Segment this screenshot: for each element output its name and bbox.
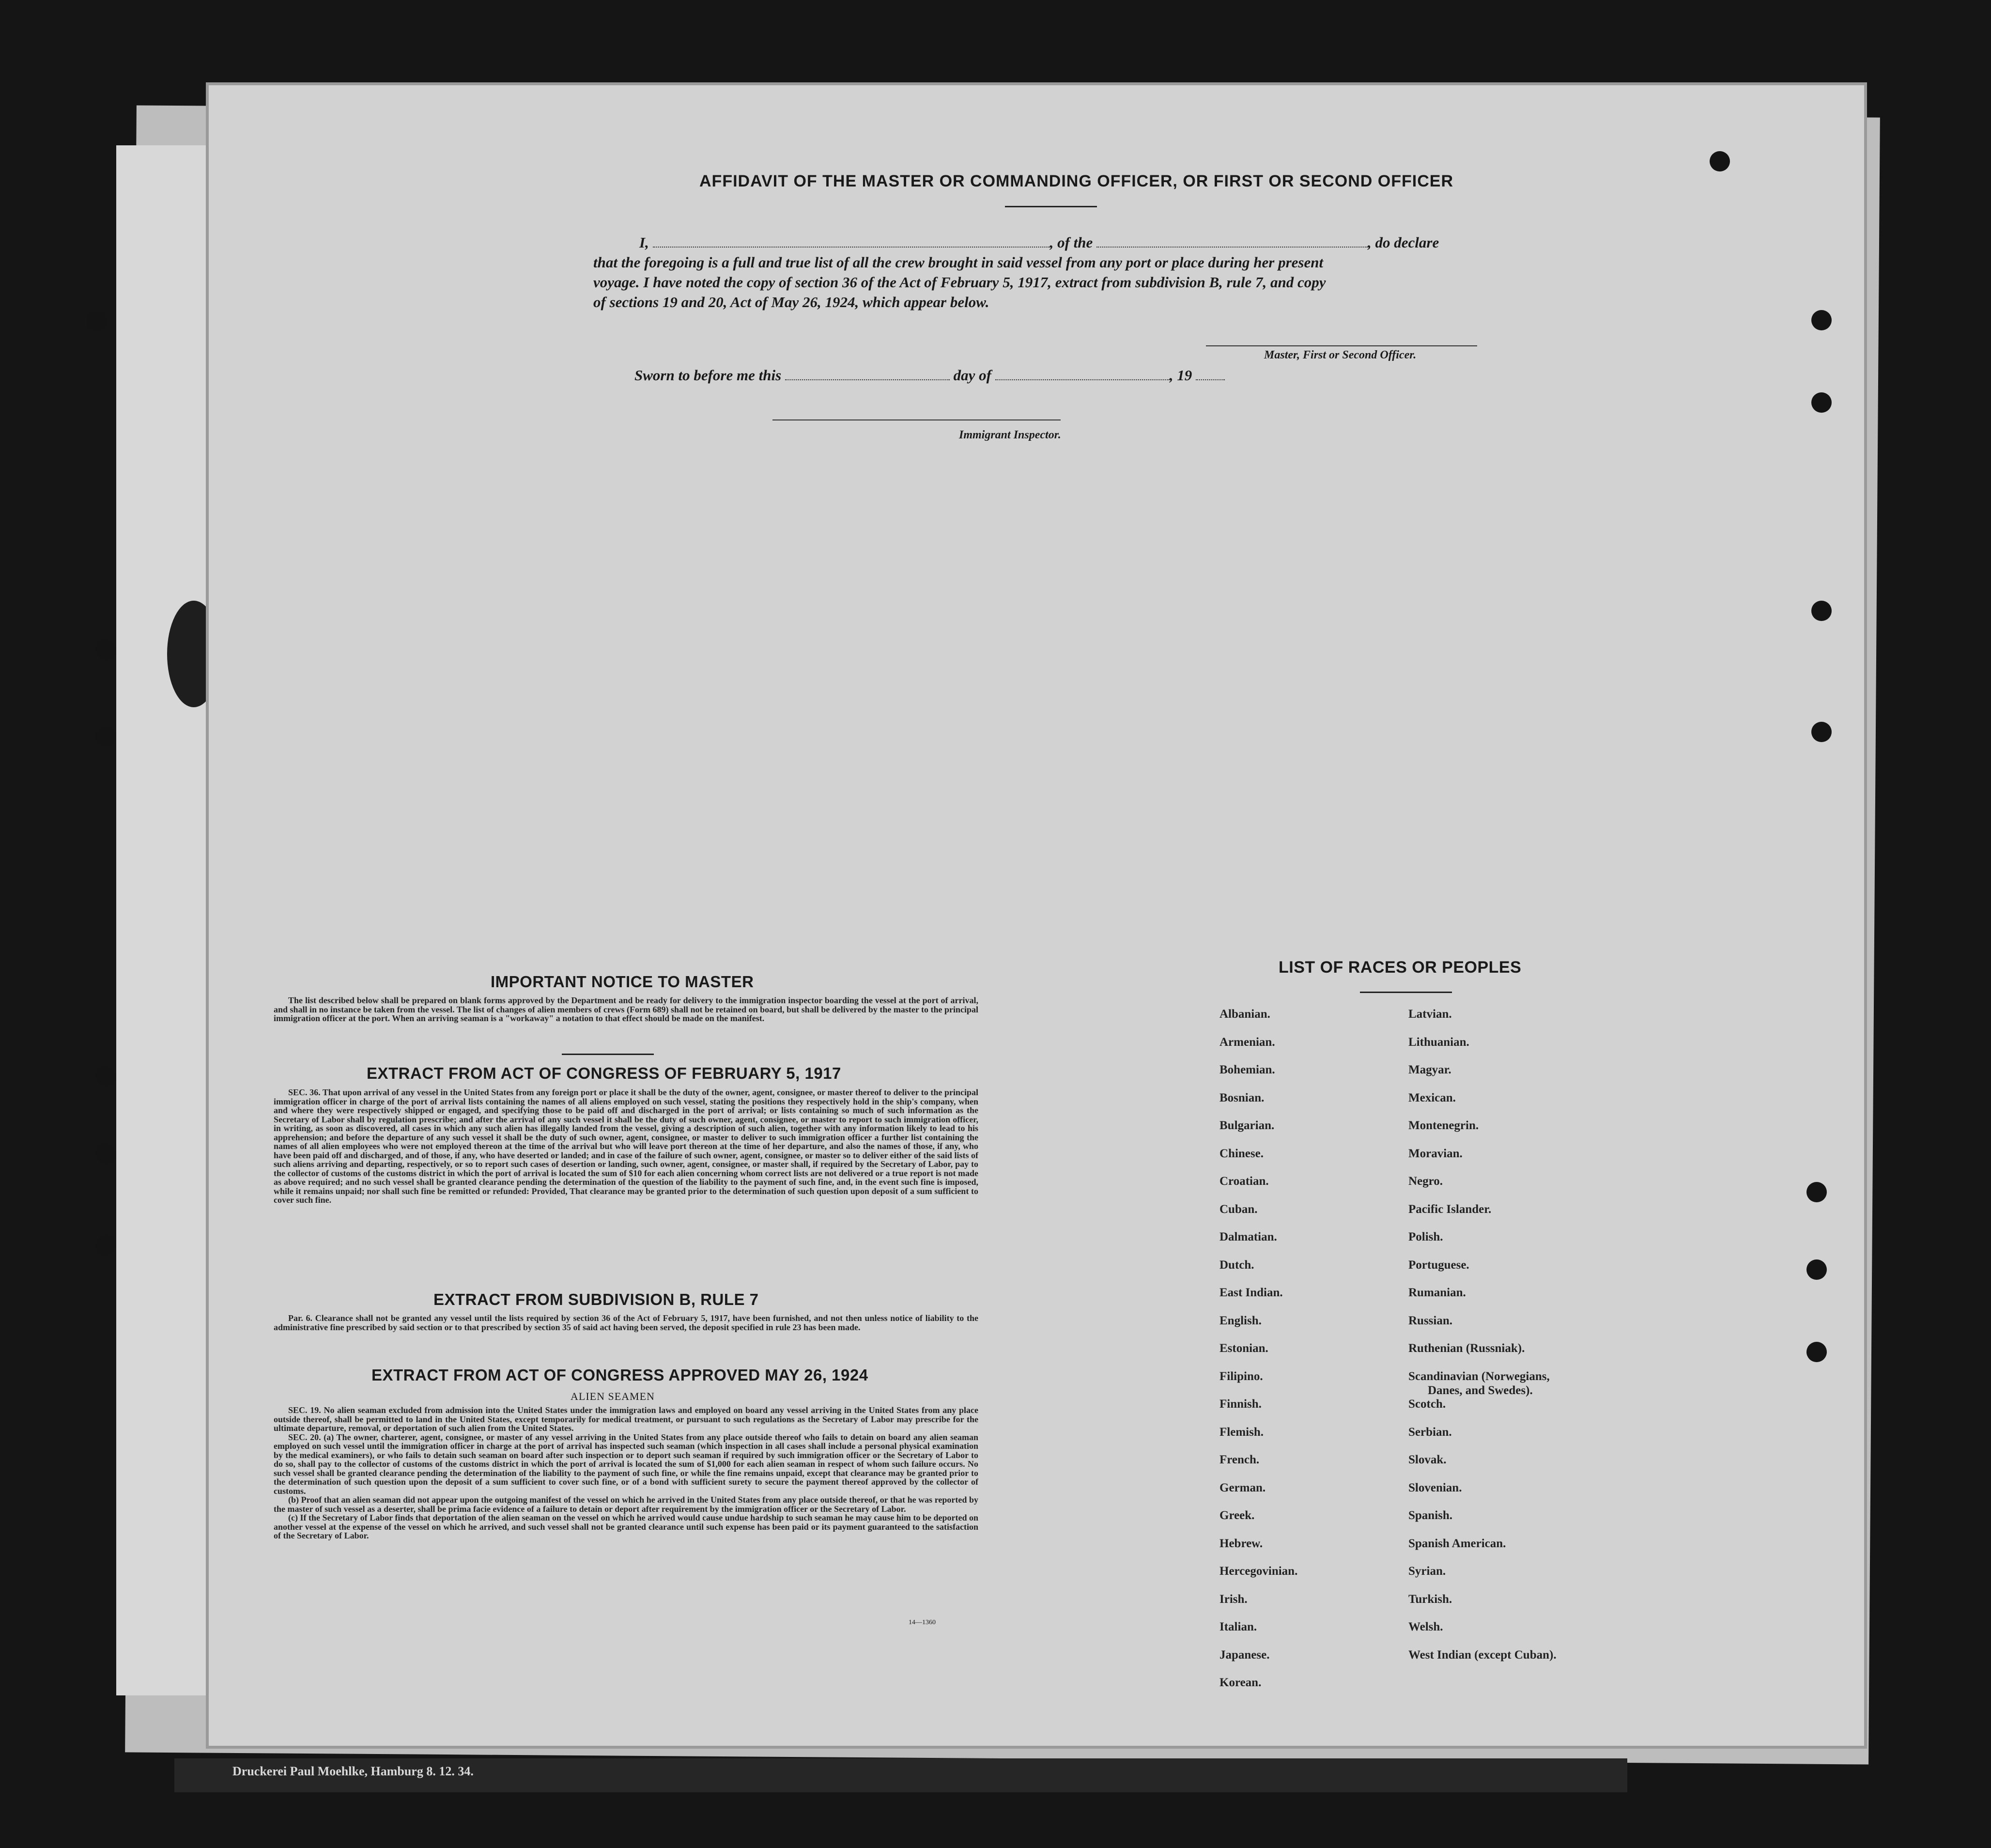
race-item: Moravian.: [1408, 1147, 1463, 1160]
race-item: Lithuanian.: [1408, 1035, 1469, 1049]
race-item: Scotch.: [1408, 1398, 1446, 1411]
race-item: Bulgarian.: [1219, 1119, 1275, 1132]
punch-hole: [96, 639, 116, 660]
race-item: Rumanian.: [1408, 1286, 1466, 1299]
race-item: Scandinavian (Norwegians,: [1408, 1369, 1550, 1383]
race-item: Russian.: [1408, 1314, 1453, 1327]
alien-seamen-heading: ALIEN SEAMEN: [571, 1390, 655, 1402]
sec20a-paragraph: SEC. 20. (a) The owner, charterer, agent, consignee, or master of any vessel arriving in the United States from any place outside thereof who fails to detain on board any alien seaman employed on such vessel until the immigration officer in charge at the port of arrival has inspected such seaman (which inspection in all cases shall include a personal physical examination by the medical examiners), or who fails to detain such seaman on board after such inspection or to deport such seaman if required by such immigration officer or the Secretary of Labor to do so, shall pay to the collector of customs of the customs district in which the port of arrival is located the sum of $1,000 for each alien seaman in respect of whom such failure occurs. No such vessel shall be granted clearance pending the determination of the liability to the payment of such fine, or while the fine remains unpaid, except that clearance may be granted prior to the determination of such question upon the deposit of a sum sufficient to cover such fine, or of a bond with sufficient surety to secure the payment thereof approved by the collector of customs.: [274, 1432, 978, 1496]
race-item: Negro.: [1408, 1175, 1443, 1188]
race-item: Japanese.: [1219, 1648, 1270, 1662]
sworn-day-of: day of: [953, 367, 991, 384]
sec20c-paragraph: (c) If the Secretary of Labor finds that deportation of the alien seaman on the vessel on which he arrived would cause undue hardship to such seaman he may cause him to be deported on another vessel at the expense of the vessel on which he arrived, and such vessel shall not be granted clearance until such expense has been paid or its payment guaranteed to the satisfaction of the Secretary of Labor.: [274, 1513, 978, 1540]
punch-hole: [1811, 601, 1832, 621]
punch-hole: [1806, 1342, 1827, 1362]
affidavit-line4: of sections 19 and 20, Act of May 26, 1924, which appear below.: [593, 294, 989, 311]
extract-1917-text: [274, 1088, 978, 1205]
punch-hole: [1806, 1182, 1827, 1202]
sec20b-paragraph: (b) Proof that an alien seaman did not appear upon the outgoing manifest of the vessel on which he arrived in the United States from any place outside thereof, or that he was reported by the master of such vessel as a deserter, shall be prima facie evidence of a failure to detain or deport after requirement by the immigration officer or the Secretary of Labor.: [274, 1495, 978, 1514]
race-item: Mexican.: [1408, 1091, 1456, 1104]
rule7-text: [274, 1314, 978, 1332]
affidavit-title: AFFIDAVIT OF THE MASTER OR COMMANDING OFFICER, OR FIRST OR SECOND OFFICER: [699, 172, 1453, 190]
vessel-blank[interactable]: [1096, 238, 1368, 248]
races-title: LIST OF RACES OR PEOPLES: [1279, 958, 1522, 977]
race-item: Spanish American.: [1408, 1537, 1506, 1550]
affidavit-do-declare: , do declare: [1368, 234, 1439, 251]
notice-text: [274, 996, 978, 1023]
race-item: Finnish.: [1219, 1398, 1262, 1411]
sworn-day-blank[interactable]: [785, 371, 950, 380]
race-item: Bosnian.: [1219, 1091, 1265, 1104]
name-blank[interactable]: [653, 238, 1050, 248]
sworn-year: , 19: [1169, 367, 1192, 384]
master-signature-line[interactable]: [1206, 345, 1477, 346]
race-item: Greek.: [1219, 1509, 1255, 1522]
punch-hole: [1811, 722, 1832, 742]
punch-hole: [86, 311, 107, 331]
race-item: West Indian (except Cuban).: [1408, 1648, 1557, 1662]
race-item: Dutch.: [1219, 1258, 1254, 1272]
section-divider: [562, 1054, 654, 1055]
rule7-title: EXTRACT FROM SUBDIVISION B, RULE 7: [433, 1290, 759, 1308]
sworn-year-blank[interactable]: [1196, 371, 1225, 380]
sworn-prefix: Sworn to before me this: [634, 367, 782, 384]
race-item: Italian.: [1219, 1620, 1257, 1633]
punch-hole: [96, 1143, 116, 1164]
punch-hole: [1811, 392, 1832, 413]
race-item: German.: [1219, 1481, 1266, 1494]
punch-hole: [1710, 151, 1730, 171]
extract-1924-title: EXTRACT FROM ACT OF CONGRESS APPROVED MAY 26, 1924: [371, 1366, 868, 1384]
race-item: Armenian.: [1219, 1035, 1275, 1049]
race-item: Serbian.: [1408, 1425, 1452, 1439]
race-item: English.: [1219, 1314, 1262, 1327]
race-item: Croatian.: [1219, 1175, 1269, 1188]
race-item: Albanian.: [1219, 1008, 1270, 1021]
race-item: Slovak.: [1408, 1453, 1447, 1466]
punch-hole: [1811, 310, 1832, 330]
affidavit-text: [593, 233, 1513, 312]
race-item: Dalmatian.: [1219, 1230, 1277, 1243]
race-item: East Indian.: [1219, 1286, 1283, 1299]
extract-1917-title: EXTRACT FROM ACT OF CONGRESS OF FEBRUARY 5, 1917: [367, 1064, 841, 1082]
form-number: 14—1360: [909, 1619, 936, 1626]
punch-hole: [96, 1066, 116, 1086]
extract-1924-text: [274, 1406, 978, 1540]
affidavit-i: I,: [639, 234, 649, 251]
punch-hole: [96, 1235, 116, 1256]
notice-paragraph: The list described below shall be prepared on blank forms approved by the Department and be ready for delivery to the immigration inspector boarding the vessel at the port of arrival, and shall in no instance be taken from the vessel. The list of changes of alien members of crews (Form 689) shall not be retained on board, but shall be delivered by the master to the principal immigration officer at the port. When an arriving seaman is a "workaway" a notation to that effect should be made on the manifest.: [274, 995, 979, 1023]
race-item: Magyar.: [1408, 1063, 1451, 1076]
sworn-month-blank[interactable]: [995, 371, 1170, 380]
rule7-paragraph: Par. 6. Clearance shall not be granted any vessel until the lists required by section 36 of the Act of February 5, 1917, have been furnished, and not then unless notice of liability to the administrative fine prescribed by said section or to that prescribed by section 35 of said act having been served, the deposit specified in rule 23 has been made.: [274, 1313, 978, 1332]
race-item: Pacific Islander.: [1408, 1202, 1492, 1216]
master-label: Master, First or Second Officer.: [1264, 349, 1417, 361]
punch-hole: [96, 727, 116, 747]
race-item: Montenegrin.: [1408, 1119, 1479, 1132]
title-divider: [1005, 206, 1097, 207]
extract-1917-paragraph: SEC. 36. That upon arrival of any vessel in the United States from any foreign port or place it shall be the duty of the owner, agent, consignee, or master thereof to deliver to the principal immigration officer in charge of the port of arrival lists containing the names of all aliens employed on such vessel, stating the positions they respectively hold in the ship's company, when and where they were respectively shipped or engaged, and specifying those to be paid off and discharged in the port of arrival; or lists containing so much of such information as the Secretary of Labor shall by regulation prescribe; and after the arrival of any such vessel it shall be the duty of such owner, agent, consignee, or master to report to such immigration officer, in writing, as soon as discovered, all cases in which any such alien has illegally landed from the vessel, giving a description of such alien, together with any information likely to lead to his apprehension; and before the departure of any such vessel it shall be the duty of such owner, agent, consignee, or master to deliver to such immigration officer a further list containing the names of all alien employees who were not employed thereon at the time of the arrival but who will leave port thereon at the time of her departure, and also the names of those, if any, who have been paid off and discharged, and of those, if any, who have deserted or landed; and in case of the failure of such owner, agent, consignee, or master so to deliver either of the said lists of such aliens arriving and departing, respectively, or so to report such cases of desertion or landing, such owner, agent, consignee, or master shall, if required by the Secretary of Labor, pay to the collector of customs of the customs district in which the port of arrival is located the sum of $10 for each alien concerning whom correct lists are not delivered or a true report is not made as above required; and no such vessel shall be granted clearance pending the determination of the question of the liability to the payment of such fine, and, in the event such fine is imposed, while it remains unpaid; nor shall such fine be remitted or refunded: Provided, That clearance may be granted prior to the determination of such question upon deposit of a sum sufficient to cover such fine.: [274, 1087, 978, 1205]
notice-title: IMPORTANT NOTICE TO MASTER: [491, 973, 754, 991]
affidavit-of-the: , of the: [1050, 234, 1093, 251]
race-item: Portuguese.: [1408, 1258, 1469, 1272]
race-item: Estonian.: [1219, 1342, 1268, 1355]
printer-imprint: Druckerei Paul Moehlke, Hamburg 8. 12. 34.: [232, 1764, 474, 1778]
race-item: Turkish.: [1408, 1592, 1452, 1606]
race-item: Syrian.: [1408, 1565, 1446, 1578]
races-divider: [1360, 992, 1452, 993]
race-item: Flemish.: [1219, 1425, 1264, 1439]
race-item: Danes, and Swedes).: [1428, 1384, 1533, 1397]
inspector-label: Immigrant Inspector.: [959, 429, 1061, 441]
race-item: Spanish.: [1408, 1509, 1453, 1522]
race-item: Bohemian.: [1219, 1063, 1275, 1076]
race-item: Ruthenian (Russniak).: [1408, 1342, 1525, 1355]
race-item: Cuban.: [1219, 1202, 1258, 1216]
race-item: Latvian.: [1408, 1008, 1452, 1021]
sec19-paragraph: SEC. 19. No alien seaman excluded from admission into the United States under the immigration laws and employed on board any vessel arriving in the United States from any place outside thereof, shall be permitted to land in the United States, except temporarily for medical treatment, or pursuant to such regulations as the Secretary of Labor may prescribe for the ultimate departure, removal, or deportation of such alien from the United States.: [274, 1405, 978, 1433]
race-item: Filipino.: [1219, 1369, 1263, 1383]
affidavit-line2: that the foregoing is a full and true list of all the crew brought in said vessel from any port or place during her present: [593, 254, 1324, 271]
punch-hole: [1806, 1259, 1827, 1280]
race-item: Chinese.: [1219, 1147, 1264, 1160]
inspector-signature-line[interactable]: [772, 419, 1061, 420]
race-item: Polish.: [1408, 1230, 1443, 1243]
sworn-line: [634, 367, 1225, 384]
affidavit-line3: voyage. I have noted the copy of section 36 of the Act of February 5, 1917, extract from subdivision B, rule 7, and copy: [593, 274, 1326, 291]
race-item: French.: [1219, 1453, 1260, 1466]
race-item: Hebrew.: [1219, 1537, 1263, 1550]
race-item: Welsh.: [1408, 1620, 1443, 1633]
race-item: Slovenian.: [1408, 1481, 1462, 1494]
race-item: Korean.: [1219, 1676, 1262, 1689]
race-item: Irish.: [1219, 1592, 1248, 1606]
race-item: Hercegovinian.: [1219, 1565, 1298, 1578]
